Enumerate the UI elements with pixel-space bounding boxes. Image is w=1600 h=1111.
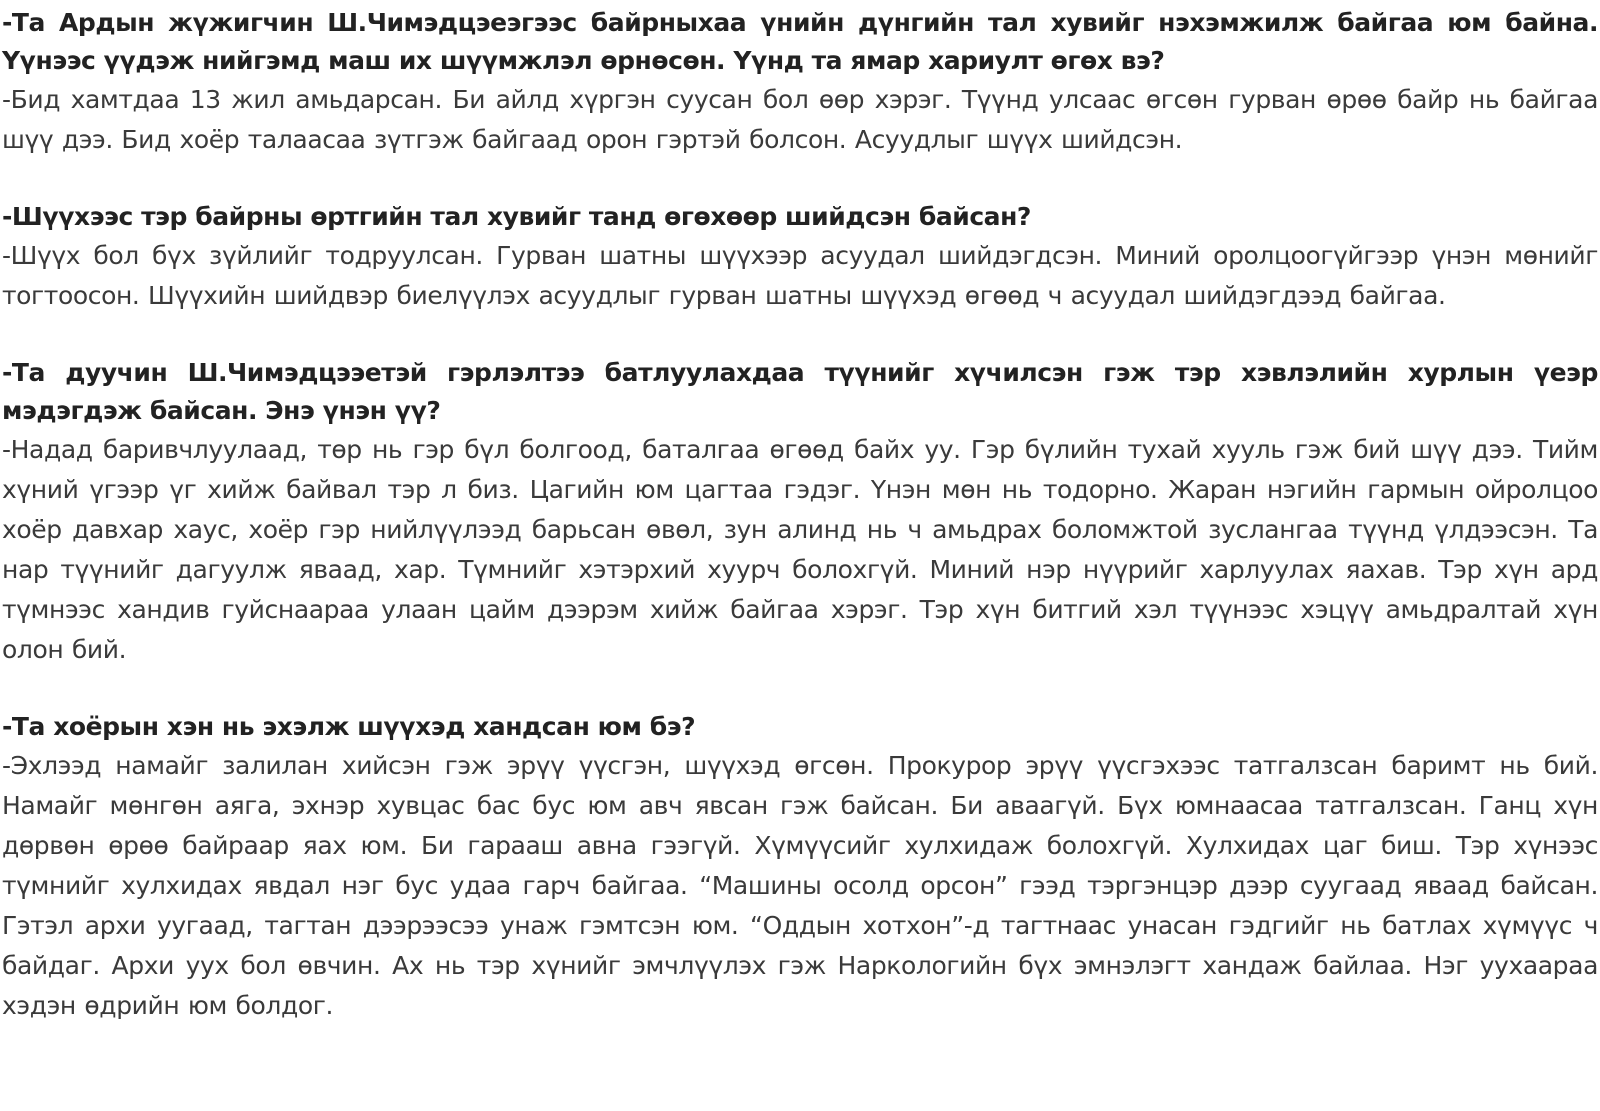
- interview-question: -Шүүхээс тэр байрны өртгийн тал хувийг танд өгөхөөр шийдсэн байсан?: [2, 202, 1031, 231]
- qa-block-4: [2, 708, 1598, 1026]
- qa-block-1: [2, 4, 1598, 160]
- interview-question: -Та хоёрын хэн нь эхэлж шүүхэд хандсан юм бэ?: [2, 712, 696, 741]
- qa-block-3: [2, 354, 1598, 670]
- interview-answer: -Шүүх бол бүх зүйлийг тодруулсан. Гурван шатны шүүхээр асуудал шийдэгдсэн. Миний оролцоогүйгээр үнэн мөнийг тогтоосон. Шүүхийн шийдвэр биелүүлэх асуудлыг гурван шатны шүүхэд өгөөд ч асуудал шийдэгдээд байгаа.: [2, 241, 1598, 310]
- interview-question: -Та дуучин Ш.Чимэдцээетэй гэрлэлтээ батлуулахдаа түүнийг хүчилсэн гэж тэр хэвлэлийн хурлын үеэр мэдэгдэж байсан. Энэ үнэн үү?: [2, 358, 1598, 425]
- interview-question: -Та Ардын жүжигчин Ш.Чимэдцэеэгээс байрныхаа үнийн дүнгийн тал хувийг нэхэмжилж байгаа юм байна. Үүнээс үүдэж нийгэмд маш их шүүмжлэл өрнөсөн. Үүнд та ямар хариулт өгөх вэ?: [2, 8, 1598, 75]
- interview-answer: -Эхлээд намайг залилан хийсэн гэж эрүү үүсгэн, шүүхэд өгсөн. Прокурор эрүү үүсгэхээс татгалзсан баримт нь бий. Намайг мөнгөн аяга, эхнэр хувцас бас бус юм авч явсан гэж байсан. Би аваагүй. Бүх юмнаасаа татгалзсан. Ганц хүн дөрвөн өрөө байраар яах юм. Би гарааш авна гээгүй. Хүмүүсийг хулхидаж болохгүй. Хулхидах цаг биш. Тэр хүнээс түмнийг хулхидах явдал нэг бус удаа гарч байгаа. “Машины осолд орсон” гээд тэргэнцэр дээр суугаад яваад байсан. Гэтэл архи уугаад, тагтан дээрээсээ унаж гэмтсэн юм. “Оддын хотхон”-д тагтнаас унасан гэдгийг нь батлах хүмүүс ч байдаг. Архи уух бол өвчин. Ах нь тэр хүнийг эмчлүүлэх гэж Наркологийн бүх эмнэлэгт хандаж байлаа. Нэг уухаараа хэдэн өдрийн юм болдог.: [2, 751, 1598, 1020]
- qa-block-2: [2, 198, 1598, 316]
- interview-answer: -Надад баривчлуулаад, төр нь гэр бүл болгоод, баталгаа өгөөд байх уу. Гэр бүлийн тухай хууль гэж бий шүү дээ. Тийм хүний үгээр үг хийж байвал тэр л биз. Цагийн юм цагтаа гэдэг. Үнэн мөн нь тодорно. Жаран нэгийн гармын ойролцоо хоёр давхар хаус, хоёр гэр нийлүүлээд барьсан өвөл, зун алинд нь ч амьдрах боломжтой зуслангаа түүнд үлдээсэн. Та нар түүнийг дагуулж яваад, хар. Түмнийг хэтэрхий хуурч болохгүй. Миний нэр нүүрийг харлуулах яахав. Тэр хүн ард түмнээс хандив гуйснаараа улаан цайм дээрэм хийж байгаа хэрэг. Тэр хүн битгий хэл түүнээс хэцүү амьдралтай хүн олон бий.: [2, 435, 1598, 664]
- interview-answer: -Бид хамтдаа 13 жил амьдарсан. Би айлд хүргэн суусан бол өөр хэрэг. Түүнд улсаас өгсөн гурван өрөө байр нь байгаа шүү дээ. Бид хоёр талаасаа зүтгэж байгаад орон гэртэй болсон. Асуудлыг шүүх шийдсэн.: [2, 85, 1598, 154]
